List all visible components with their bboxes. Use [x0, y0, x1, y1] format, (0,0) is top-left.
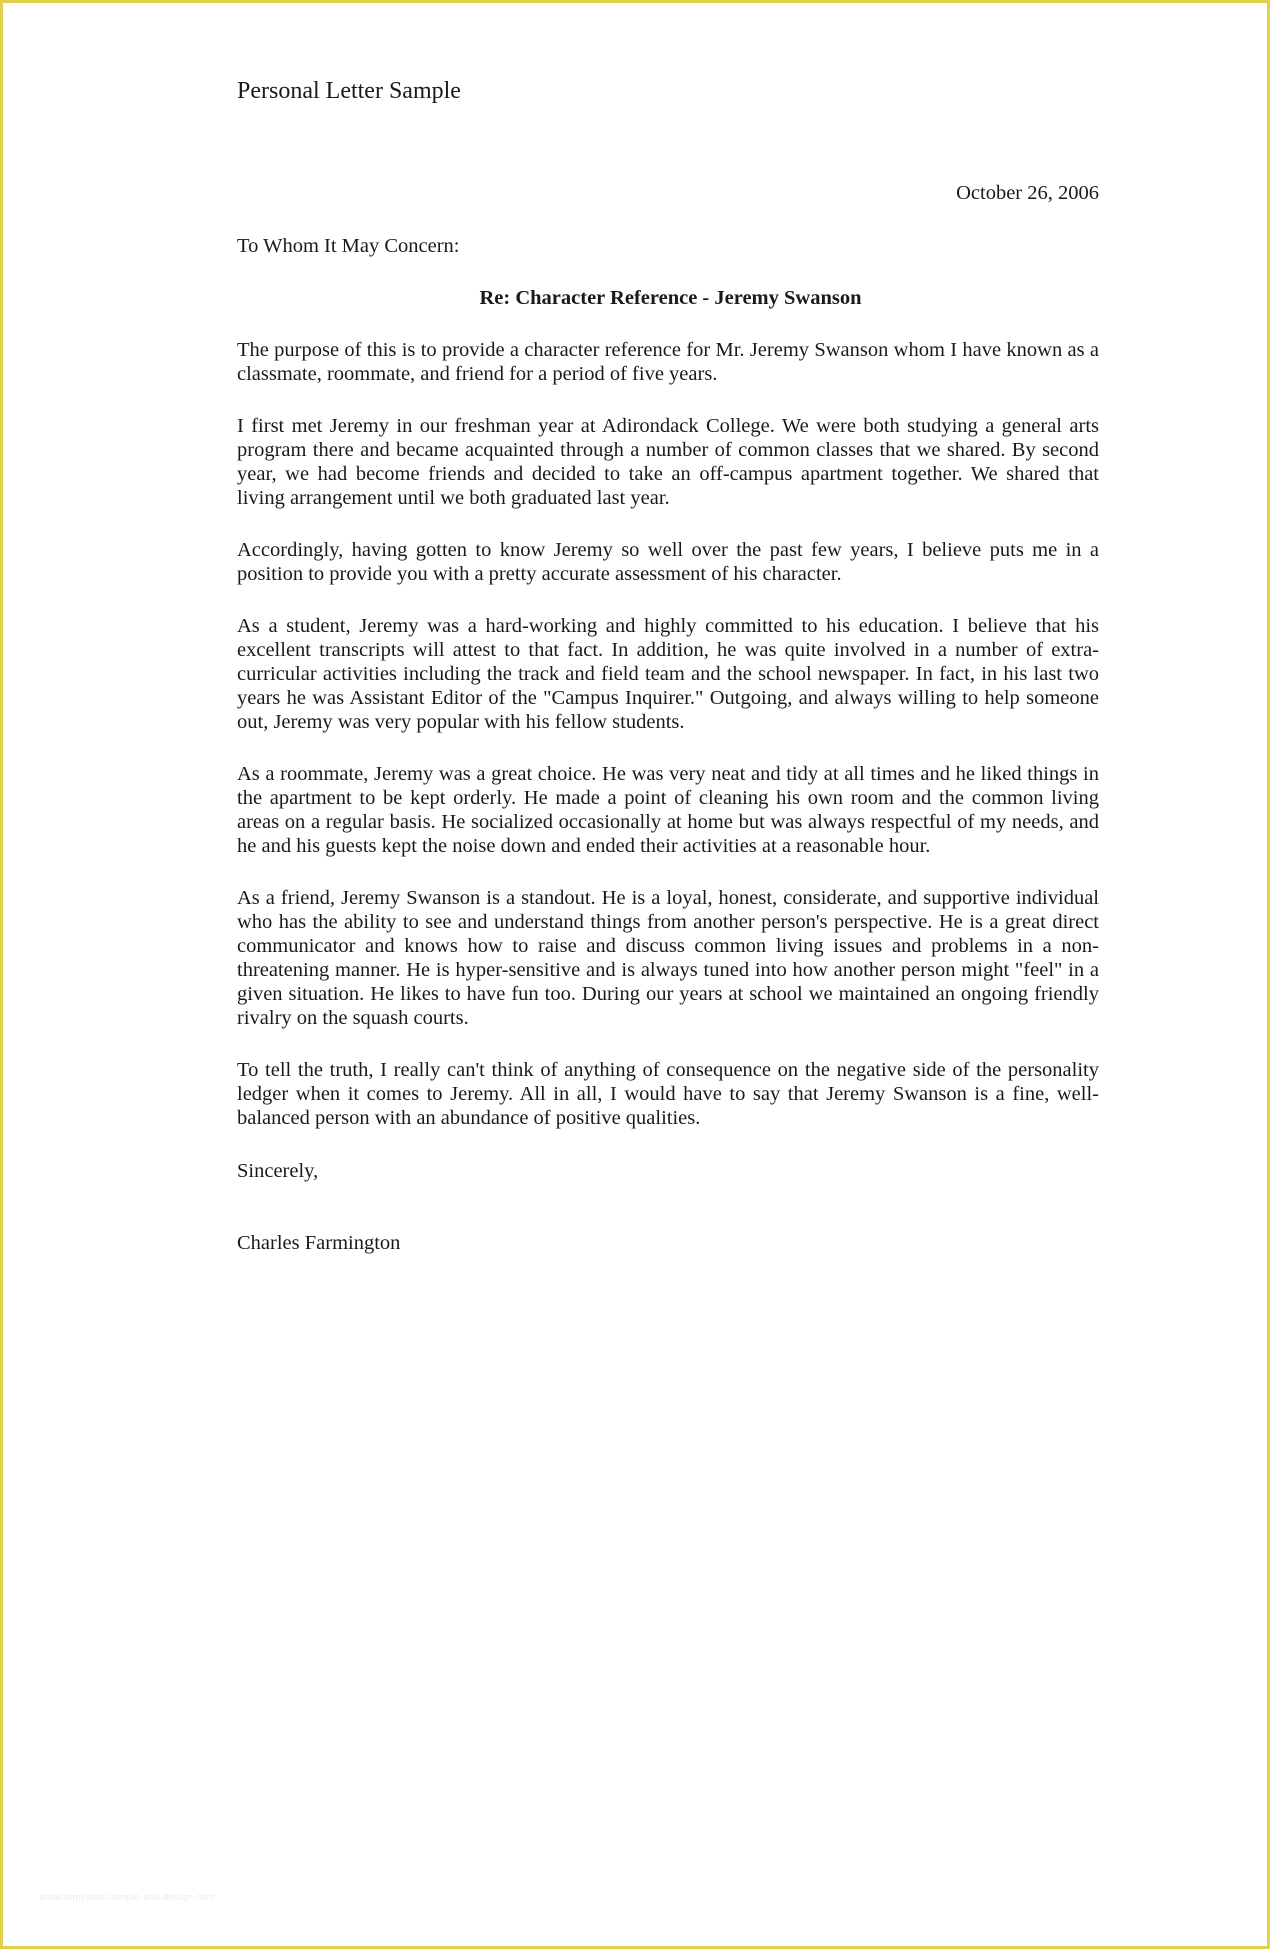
- letter-content: [237, 63, 1099, 1255]
- signature-name: Charles Farmington: [237, 1232, 401, 1254]
- salutation: To Whom It May Concern:: [237, 235, 460, 257]
- paragraph-student: As a student, Jeremy was a hard-working and highly committed to his education. I believe that his excellent transcripts will attest to that fact. In addition, he was quite involved in a number of extra-curricular activities including the track and field team and the school newspaper. In fact, in his last two years he was Assistant Editor of the "Campus Inquirer." Outgoing, and always willing to help someone out, Jeremy was very popular with his fellow students.: [237, 615, 1099, 733]
- paragraph-conclusion: To tell the truth, I really can't think of anything of consequence on the negative side of the personality ledger when it comes to Jeremy. All in all, I would have to say that Jeremy Swanson is a fine, well-balanced person with an abundance of positive qualities.: [237, 1059, 1099, 1129]
- paragraph-friend: As a friend, Jeremy Swanson is a standout. He is a loyal, honest, considerate, and supportive individual who has the ability to see and understand things from another person's perspective. He is a great direct communicator and knows how to raise and discuss common living issues and problems in a non-threatening manner. He is hyper-sensitive and is always tuned into how another person might "feel" in a given situation. He likes to have fun too. During our years at school we maintained an ongoing friendly rivalry on the squash courts.: [237, 887, 1099, 1029]
- paragraph-first-met: I first met Jeremy in our freshman year at Adirondack College. We were both studying a general arts program there and became acquainted through a number of common classes that we shared. By second year, we had become friends and decided to take an off-campus apartment together. We shared that living arrangement until we both graduated last year.: [237, 415, 1099, 509]
- document-title: Personal Letter Sample: [237, 78, 461, 104]
- subject-line: Re: Character Reference - Jeremy Swanson: [479, 287, 862, 309]
- paragraph-purpose: The purpose of this is to provide a character reference for Mr. Jeremy Swanson whom I have known as a classmate, roommate, and friend for a period of five years.: [237, 339, 1099, 385]
- watermark-text: www.template-sample-and-design.com: [39, 1893, 216, 1903]
- closing: Sincerely,: [237, 1160, 319, 1182]
- paragraph-roommate: As a roommate, Jeremy was a great choice. He was very neat and tidy at all times and he liked things in the apartment to be kept orderly. He made a point of cleaning his own room and the common living areas on a regular basis. He socialized occasionally at home but was always respectful of my needs, and he and his guests kept the noise down and ended their activities at a reasonable hour.: [237, 763, 1099, 857]
- letter-date: October 26, 2006: [956, 182, 1099, 204]
- paragraph-accordingly: Accordingly, having gotten to know Jeremy so well over the past few years, I believe puts me in a position to provide you with a pretty accurate assessment of his character.: [237, 539, 1099, 585]
